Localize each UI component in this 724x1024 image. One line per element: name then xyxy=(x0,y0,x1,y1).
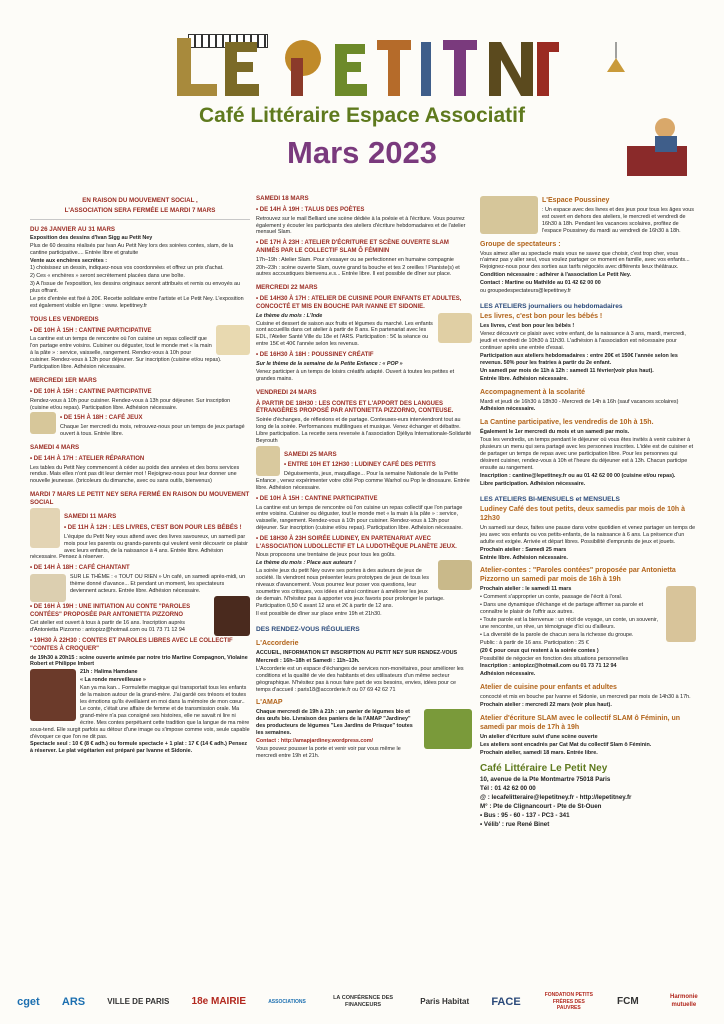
accorderie-text: L'Accorderie est un espace d'échanges de services non-monétaires, pour améliorer les conditions et la qualité de vie des habitants et des utilisateurs d'un même secteur géographique. N'hésitez pas à nous faire part de vos besoins, envies, idées pour ce temps d'accueil : paris18@accorderie.fr ou 07 69 42 62 71 xyxy=(256,665,464,693)
address: 10, avenue de la Pte Montmartre 75018 Paris xyxy=(480,776,611,784)
cant25-heading: • DE 10H À 15H : CANTINE PARTICIPATIVE xyxy=(256,495,378,502)
contes-possibility: Possibilité de négocier en fonction des situations personnelles xyxy=(480,655,629,662)
logo xyxy=(175,30,565,100)
ludi-title: Ludiney Café des tout petits, deux samedis par mois de 10h à 12h30 xyxy=(480,506,685,522)
cafe-title: Café Littéraire Le Petit Ney xyxy=(480,762,608,774)
contes-next: Prochain atelier : le samedi 11 mars xyxy=(480,586,572,593)
bebes-free: Entrée libre. Adhésion nécessaire. xyxy=(480,375,568,382)
contes-public: Public : à partir de 16 ans. Participation : 25 € xyxy=(480,639,589,646)
cantine-title: La Cantine participative, les vendredis de 10h à 15h. xyxy=(480,419,654,427)
metro: M° : Pte de Clignancourt - Pte de St-Ouen xyxy=(480,803,602,811)
soiree-heading: • 19H30 À 22H30 : CONTES ET PAROLES LIBRES AVEC LE COLLECTIF "CONTES À CROQUER" xyxy=(30,638,233,652)
wed1-date: MERCREDI 1ER MARS xyxy=(30,377,97,385)
chant-heading: • DE 14H À 18H : CAFÉ CHANTANT xyxy=(30,565,130,572)
amap-contact[interactable]: Contact : http://amapjardiney.wordpress.com/ xyxy=(256,738,374,745)
slam-atelier-mat: Les ateliers sont encadrés par Cat Mat du collectif Slam ô Féminin. xyxy=(480,741,652,748)
contes-bullet-4: • La diversité de la parole de chacun sera la richesse du groupe. xyxy=(480,631,634,638)
logo-harmonie: Harmonie mutuelle xyxy=(670,994,698,1008)
divider xyxy=(30,219,250,220)
ludo-heading: • DE 18H30 À 23H SOIRÉE LUDINEY, EN PARTENARIAT AVEC L'ASSOCIATION LUDOLLECTIF ET LA LUDOTHÈQUE PLANÈTE JEUX. xyxy=(256,536,457,550)
spectateurs-title: Groupe de spectateurs : xyxy=(480,240,561,248)
cantine-free: Libre participation. Adhésion nécessaire. xyxy=(480,480,586,487)
expo-dates: DU 26 JANVIER AU 31 MARS xyxy=(30,225,116,233)
poussiney-desc: : Un espace avec des livres et des jeux pour tous les âges vous est ouvert en dehors des ateliers, le mercredi et vendredi de 16h30 à 18h. Pendant les vacances scolaires, profitez de l'espace Poussiney du mardi au vendredi de 16h30 à 18h. xyxy=(542,206,694,234)
logo-cget: cget xyxy=(17,995,40,1008)
logo-ars: ARS xyxy=(61,995,86,1008)
logo-conference: LA CONFÉRENCE DES FINANCEURS xyxy=(333,994,394,1008)
bebes-title: Les livres, c'est bon pour les bébés ! xyxy=(480,313,603,321)
cuisine-heading: • DE 14H30 À 17H : ATELIER DE CUISINE POUR ENFANTS ET ADULTES, CONCOCTÉ ET MIS EN BOUCHE PAR IVANNE ET SIDONIE. xyxy=(256,296,462,310)
logo-paris-habitat: Paris Habitat xyxy=(420,996,470,1006)
ludi-next: Prochain atelier : Samedi 25 mars xyxy=(480,546,567,553)
sat11-heading: • DE 11H À 12H : LES LIVRES, C'EST BON POUR LES BÉBÉS ! xyxy=(64,525,242,532)
contes-inscription: Inscription : antopizz@hotmail.com ou 01 73 71 12 94 xyxy=(480,663,617,670)
conteuse-photo xyxy=(214,596,250,636)
spectateurs-condition: Condition nécessaire : adhérer à l'association Le Petit Ney. xyxy=(480,272,631,279)
scolarite-adh: Adhésion nécessaire. xyxy=(480,406,536,413)
ludi-text: Un samedi sur deux, faites une pause dans votre quotidien et venez partager un temps de jeu avec vos enfants ou vos petits-enfants, de la naissance à 6 ans. La présence d'un adulte est exigée. Arrivée et départ libres. Possibilité d'emprunts de jeux et jouets. xyxy=(480,524,696,545)
halima-photo xyxy=(30,669,76,721)
sat25-date: SAMEDI 25 MARS xyxy=(284,450,337,458)
amap-text: Chaque mercredi de 19h à 21h : un panier de légumes bio et des œufs bio. Livraison des paniers de la l'AMAP "Jardiney" des producteurs de légumes "Les Jardins de Prisque" toutes les semaines. xyxy=(256,709,413,737)
fri24-text: Soirée d'échanges, de réflexions et de partage. Conteuses-eurs interviendront tout au long de la soirée. Performances multilingues et musique. Venez échanger et débattre. Libre participation. La recette sera reversée à l'association Djéliya Internationale-Solidarité Beyrouth xyxy=(256,416,472,444)
logo-graphic xyxy=(175,30,565,100)
ludo-text: La soirée jeux du petit Ney ouvre ses portes à des auteurs de jeux de société. Ils viendront nous présenter leurs prototypes de jeux de tous les niveaux d'avancement. Vous pourrez leur poser vos questions, leur soumettre vos critiques, vos idées et ainsi continuer à améliorer les jeux de demain. N'hésitez pas à apporter vos jeux favoris pour prolonger le partage. Participation 0,50 € avant 12 ans et 2€ à partir de 12 ans. xyxy=(256,568,445,609)
cuisine-atelier-text: concocté et mis en bouche par Ivanne et Sidonie, un mercredi par mois de 14h30 à 17h. xyxy=(480,694,691,701)
sat4-date: SAMEDI 4 MARS xyxy=(30,443,80,451)
header xyxy=(0,0,724,188)
logo-petits-freres: FONDATION PETITS FRÈRES DES PAUVRES xyxy=(544,992,593,1012)
tue7-closed: MARDI 7 MARS LE PETIT NEY SERA FERMÉ EN RAISON DU MOUVEMENT SOCIAL xyxy=(30,491,250,507)
bebes-saturday: Un samedi par mois de 11h à 12h : samedi 11 février(voir plus haut). xyxy=(480,367,654,374)
cantine-inscription: Inscription : cantine@lepetitney.fr ou au 01 42 62 00 00 (cuisine et/ou repas). xyxy=(480,472,676,479)
dice-illustration xyxy=(30,412,56,434)
logo-face: FACE xyxy=(491,995,521,1008)
column-right xyxy=(480,195,696,829)
sat18-date: SAMEDI 18 MARS xyxy=(256,195,309,202)
logo-fcm: FCM xyxy=(617,995,639,1007)
amap-title: L'AMAP xyxy=(256,699,283,707)
cantine-text: La cantine est un temps de rencontre où l'on cuisine un repas collectif que l'on partage entre voisins. Cuisiner ou déguster, tout le monde met « la main à la pâte » : service, vaisselle, rangement. Rendez-vous à 10h pour cuisiner. Rendez-vous à 13h pour déjeuner. Sur inscription (cuisine et/ou repas). Participation libre. Adhésion nécessaire. xyxy=(30,336,222,371)
poussiney-theme: Sur le thème de la semaine de la Petite Enfance : « POP » xyxy=(256,360,403,367)
slam-text-1: 17h–19h : Atelier Slam. Pour s'essayer ou se perfectionner en humaine compagnie xyxy=(256,256,454,263)
soiree-time: 21h : Halima Hamdane xyxy=(80,669,138,676)
expo-text: Plus de 60 dessins réalisés par Ivan Au Petit Ney lors des soirées contes, slam, de la cantine participative.... Entrée libre et gratuite xyxy=(30,242,234,256)
velib: • Vélib' : rue René Binet xyxy=(480,821,550,829)
logo-associations: ASSOCIATIONS xyxy=(268,998,306,1005)
bebes-participation: Participation aux ateliers hebdomadaires : entre 20€ et 150€ l'année selon les revenus. 50% pour les fratries à partir du 2e enfant. xyxy=(480,352,678,366)
boardgame-illustration xyxy=(438,560,472,590)
soiree-price: Spectacle seul : 10 € (8 € adh.) ou formule spectacle + 1 plat : 17 € (14 € adh.) Pensez à réserver. Le plat végétarien est préparé par Ivanne et Sidonie. xyxy=(30,741,248,755)
accorderie-heading: ACCUEIL, INFORMATION ET INSCRIPTION AU PETIT NEY SUR RENDEZ-VOUS xyxy=(256,650,458,657)
accorderie-time: Mercredi : 16h–18h et Samedi : 11h–13h. xyxy=(256,657,360,664)
bus: • Bus : 95 - 60 - 137 - PC3 - 341 xyxy=(480,812,570,820)
cantine-sub: Également le 1er mercredi du mois et un samedi par mois. xyxy=(480,429,630,436)
sat4-text: Les tables du Petit Ney commencent à céder au poids des années et des bons services rendus. Mais elles n'ont pas dit leur dernier mot ! Rejoignez-nous pour leur donner une nouvelle jeunesse. (bricoleurs du dimanche, avec ou sans outils, bienvenus) xyxy=(30,464,240,485)
poussiney-title: L'Espace Poussiney xyxy=(542,197,610,204)
poussiney-text: Venez participer à un temps de loisirs créatifs adapté. Ouvert à toutes les petites et grandes mains. xyxy=(256,368,455,382)
poetes-text: Retrouvez sur le mail Belliard une scène dédiée à la poésie et à l'écriture. Vous pourrez également y écouter les participants des ateliers d'écriture hebdomadaires et de l'atelier mensuel Slam. xyxy=(256,215,466,236)
slam-atelier-next: Prochain atelier, samedi 18 mars. Entrée libre. xyxy=(480,749,598,756)
fri24-date: VENDREDI 24 MARS xyxy=(256,388,317,396)
ludiney-heading: • ENTRE 10H ET 12H30 : LUDINEY CAFÉ DES PETITS xyxy=(284,462,436,469)
fri24-heading: À PARTIR DE 18H30 : LES CONTES ET L'APPORT DES LANGUES ÉTRANGÈRES PROPOSÉ PAR ANTONIETTA PIZZORNO, CONTEUSE. xyxy=(256,400,454,415)
sat11-text: L'équipe du Petit Ney vous attend avec des livres savoureux, un samedi par mois pour les parents ou grands-parents qui veulent venir découvrir ce plaisir avec leurs enfants, de la naissance à 4 ans. Entrée libre. Adhésion nécessaire. Pensez à réserver. xyxy=(30,533,248,561)
slam-text-2: 20h–23h : scène ouverte Slam, ouvre grand ta bouche et tes 2 oreilles ! Pianiste(s) et autres accoustiques bienvenu.e.s... Entrée libre. Il est possible de dîner sur place. xyxy=(256,264,460,278)
reading-baby-illustration xyxy=(30,508,60,548)
sat4-heading: • DE 14H À 17H : ATELIER RÉPARATION xyxy=(30,455,145,462)
amap-more: Vous pouvez pousser la porte et venir voir par vous même le mercredi entre 19h et 21h. xyxy=(256,745,401,759)
hanging-lamp-illustration xyxy=(605,42,627,82)
spectateurs-contact: Contact : Martine ou Mathilde au 01 42 62 00 00 xyxy=(480,280,601,287)
cuisine-atelier-next: Prochain atelier : mercredi 22 mars (voir plus haut). xyxy=(480,702,612,709)
column-left xyxy=(30,195,250,755)
logo-paris: VILLE DE PARIS xyxy=(107,996,170,1006)
rdv-title: DES RENDEZ-VOUS RÉGULIERS xyxy=(256,625,360,633)
singers-illustration xyxy=(30,574,66,602)
contes-adh: Adhésion nécessaire. xyxy=(480,671,536,678)
subtitle: Café Littéraire Espace Associatif xyxy=(198,104,526,127)
contes-bullet-2: • Dans une dynamique d'échange et de partage affirmer sa parole et connaître le plaisir de l'offrir aux autres. xyxy=(480,602,644,616)
bebes-sub: Les livres, c'est bon pour les bébés ! xyxy=(480,323,575,330)
poussiney-illustration xyxy=(480,196,538,234)
cuisine-atelier-title: Atelier de cuisine pour enfants et adultes xyxy=(480,684,617,692)
partner-logos xyxy=(0,980,724,1024)
telephone: Tél : 01 42 62 00 00 xyxy=(480,785,536,793)
auction-title: Vente aux enchères secrètes : xyxy=(30,257,108,264)
accorderie-title: L'Accorderie xyxy=(256,640,299,648)
bebes-text: Venez découvrir ce plaisir avec votre enfant, de la naissance à 3 ans, mardi, mercredi, jeudi et vendredi de 10h30 à 11h30. L'adhésion à l'association est nécessaire pour continuer après une entrée d'essai. xyxy=(480,331,686,352)
cuisine-theme: Le thème du mois : L'Inde xyxy=(256,312,323,319)
cantine-desc: Tous les vendredis, un temps pendant le déjeuner où vous êtes invités à venir cuisiner à plusieurs un menu qui sera partagé avec les personnes inscrites. L'idée est de cuisiner et de partager un temps de repas avec une participation libre. Pour les personnes qui désirent cuisiner, rendez-vous à 10h et l'heure du déjeuner est à 13h. Chacun participe ensuite au rangement. xyxy=(480,437,694,471)
soiree-title: « La ronde merveilleuse » xyxy=(80,677,146,684)
ludo-sub: Nous proposons une trentaine de jeux pour tous les goûts. xyxy=(256,552,396,559)
jeux-text: Chaque 1er mercredi du mois, retrouvez-nous pour un temps de jeux partagé ouvert à tous. Entrée libre. xyxy=(60,424,245,438)
spectateurs-mail: ou groupedespectateurs@lepetitney.fr xyxy=(480,288,572,295)
auction-step-3: 3) A l'issue de l'exposition, les dessins originaux seront attribués et remis ou envoyés au plus offrant. xyxy=(30,281,241,295)
slam-atelier-sub: Un atelier d'écriture suivi d'une scène ouverte xyxy=(480,733,598,740)
soiree-text: Kan ya ma kan... Formulette magique qui transportait tous les enfants de la maison autour de la grand-mère. J'ai gardé ces trésors et toutes les émotions qu'ils éveillaient en moi dans la mémoire de mon cœur.. Le conte, c'était une affaire de femme et de transmission orale. Ma grand-mère n'a pas consigné ses histoires, elle ne savait ni lire ni écrire. Mes contes perpétuent cette tradition que la langue de ma mère sous-tend. Elle surgit parfois au détour d'une image ou s'impose comme voix, seule capable d'évoquer ce que l'on ne dit pas. xyxy=(30,685,250,740)
contes-price: (20 € pour ceux qui restent à la soirée contes ) xyxy=(480,647,599,654)
slam-heading: • DE 17H À 23H : ATELIER D'ÉCRITURE ET SCÈNE OUVERTE SLAM ANIMÉS PAR LE COLLECTIF SLAM Ô FÉMININ xyxy=(256,240,449,254)
contes-title: Atelier-contes : "Paroles contées" proposée par Antonietta Pizzorno un samedi par mois de 16h à 19h xyxy=(480,567,676,584)
bimensuels-title: LES ATELIERS BI-MENSUELS et MENSUELS xyxy=(480,495,620,503)
ateliers-title: LES ATELIERS journaliers ou hebdomadaires xyxy=(480,302,623,310)
slam-atelier-title: Atelier d'écriture SLAM avec le collectif SLAM ô Féminin, un samedi par mois de 17h à 19h xyxy=(480,715,681,731)
logo-mairie-18: 18e MAIRIE xyxy=(191,995,247,1007)
ludo-theme: Le thème du mois : Place aux auteurs ! xyxy=(256,560,356,567)
poetes-heading: • DE 14H À 19H : TALUS DES POÈTES xyxy=(256,206,365,213)
conte-text: Cet atelier est ouvert à tous à partir de 16 ans. Inscription auprès d'Antonietta Pizzorno : antopizz@hotmail.com ou 01 73 71 12 94 xyxy=(30,620,185,634)
strike-notice-sub: L'ASSOCIATION SERA FERMÉE LE MARDI 7 MARS xyxy=(64,206,216,214)
expo-title: Exposition des dessins d'Ivan Sigg au Petit Ney xyxy=(30,234,153,241)
contes-bullet-3: • Toute parole est la bienvenue : un récit de voyage, un conte, un souvenir, une rencontre, un rêve, un témoignage d'ici ou d'ailleurs. xyxy=(480,616,658,630)
cant25-text: La cantine est un temps de rencontre où l'on cuisine un repas collectif que l'on partage entre voisins. Cuisiner ou déguster, tout le monde met « la main à la pâte » : service, vaisselle, rangement. Rendez-vous à 10h pour cuisiner. Rendez-vous à 13h pour déjeuner. Sur inscription (cuisine et/ou repas). Participation libre. Adhésion nécessaire. xyxy=(256,504,463,532)
scolarite-title: Accompagnement à la scolarité xyxy=(480,388,586,396)
fridays-title: TOUS LES VENDREDIS xyxy=(30,315,99,323)
wed22-date: MERCREDI 22 MARS xyxy=(256,284,318,292)
auction-step-2: 2) Ces « enchères » seront secrètement placées dans une boîte. xyxy=(30,273,185,280)
ludi-free: Entrée libre. Adhésion nécessaire. xyxy=(480,554,568,561)
ludiney-illustration xyxy=(256,446,280,476)
strike-notice-title: EN RAISON DU MOUVEMENT SOCIAL , xyxy=(82,197,198,204)
conte-heading: • DE 16H À 19H : UNE INITIATION AU CONTE "PAROLES CONTÉES" PROPOSÉE PAR ANTONIETTA PIZZORNO xyxy=(30,604,191,618)
cooking-illustration xyxy=(438,313,472,343)
ludo-dinner: Il est possible de dîner sur place entre 19h et 21h30. xyxy=(256,610,382,617)
soiree-sub: de 19h30 à 20h15 : scène ouverte animée par notre trio Martine Compagnon, Violaine Robert et Philippe Imbert xyxy=(30,654,248,668)
chant-text: SUR LE THÈME : « TOUT OU RIEN » Un café, un samedi après-midi, un thème donné d'avance... Et pendant un moment, les spectateurs deviennent acteurs. Entrée libre. Adhésion nécessaire. xyxy=(70,574,246,594)
scolarite-text: Mardi et jeudi de 16h30 à 18h30 - Mercredi de 14h à 16h (sauf vacances scolaires) xyxy=(480,398,679,405)
email-web[interactable]: @ : lecafelitteraire@lepetitney.fr - http://lepetitney.fr xyxy=(480,794,632,802)
sat11-date: SAMEDI 11 MARS xyxy=(64,513,117,521)
column-middle xyxy=(256,195,472,760)
cuisine-text: Cuisine et dessert de saison aux fruits et légumes du marché. Les enfants sont accueillis dans cet atelier à partir de 8 ans. En partenariat avec les EDL, l'Atelier Santé Ville du 18e et l'ARS. Participation : 5€ la séance ou entre 15€ et 40€ l'année selon les revenus. xyxy=(256,320,433,348)
storyteller-illustration xyxy=(666,586,696,642)
wed1-text: Rendez-vous à 10h pour cuisiner. Rendez-vous à 13h pour déjeuner. Sur inscription (cuisine et/ou repas). Participation libre. Adhésion nécessaire. xyxy=(30,397,231,411)
wed1-heading: • DE 10H À 15H : CANTINE PARTICIPATIVE xyxy=(30,388,152,395)
vegetables-photo xyxy=(424,709,472,749)
month-title: Mars 2023 xyxy=(287,135,437,170)
contes-bullet-1: • Comment s'approprier un conte, passage de l'écrit à l'oral. xyxy=(480,594,623,601)
cantine-illustration xyxy=(216,325,250,355)
auction-price: Le prix d'entrée est fixé à 20€. Recette solidaire entre l'artiste et Le Petit Ney. L'exposition est également visible en ligne : www. lepetitney.fr xyxy=(30,296,244,309)
jeux-heading: • DE 15H À 18H : CAFÉ JEUX xyxy=(60,415,143,422)
cantine-heading: • DE 10H À 15H : CANTINE PARTICIPATIVE xyxy=(30,327,152,334)
ludiney-text: Déguisements, jeux, maquillage... Pour la semaine Nationale de la Petite Enfance , venez expérimenter votre côté Pop comme Warhol ou Pop le dinosaure. Entrée libre. Adhésion nécessaire. xyxy=(256,471,470,491)
spectateurs-text: Vous aimez aller au spectacle mais vous ne savez que choisir, c'est trop cher, vous n'aimez pas y aller seul, vous voulez partager ce moment en famille, avec vos enfants... Rejoignez-nous pour des sorties aux tarifs négociés avec différents lieux théâtraux. xyxy=(480,250,690,271)
auction-step-1: 1) choisissez un dessin, indiquez-nous vos coordonnées et offrez un prix d'achat. xyxy=(30,265,224,272)
poussiney-heading: • DE 16H30 À 18H : POUSSINEY CRÉATIF xyxy=(256,352,374,359)
